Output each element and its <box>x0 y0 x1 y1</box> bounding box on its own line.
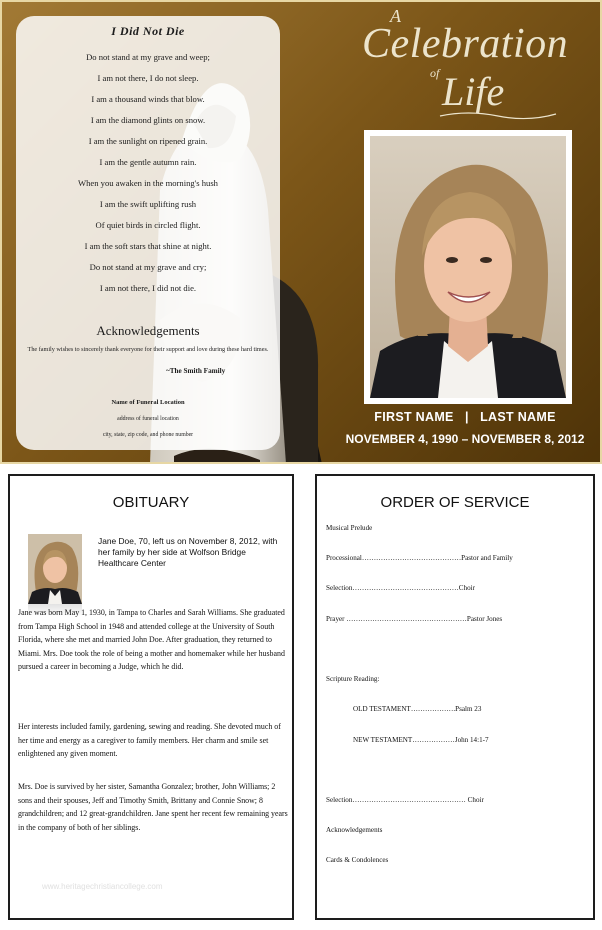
flourish-icon <box>438 110 558 120</box>
obituary-heading: OBITUARY <box>112 494 190 511</box>
poem-line: Do not stand at my grave and weep; <box>86 52 210 62</box>
person-name: FIRST NAME | LAST NAME <box>374 410 556 424</box>
poem-line: I am a thousand winds that blow. <box>91 94 205 104</box>
title-celebration: Celebration <box>362 21 569 67</box>
poem-line: When you awaken in the morning's hush <box>78 178 218 188</box>
service-item-scripture-reading: Scripture Reading: <box>326 675 380 683</box>
title-of: of <box>430 66 440 80</box>
portrait-image <box>370 136 566 398</box>
obituary-panel <box>8 474 294 920</box>
poem-panel <box>16 16 280 450</box>
obituary-intro: Jane Doe, 70, left us on November 8, 2012, with her family by her side at Wolfson Bridge Healthcare Center <box>98 536 278 568</box>
title-life: Life <box>442 69 505 114</box>
service-item-prayer: Prayer ……………………………………………Pastor Jones <box>326 615 503 623</box>
service-item-cards-condolences: Cards & Condolences <box>326 856 389 864</box>
order-of-service-panel <box>315 474 595 920</box>
poem-title: I Did Not Die <box>111 24 185 38</box>
poem-line: I am not there, I did not die. <box>99 283 197 293</box>
poem-line: Do not stand at my grave and cry; <box>89 262 207 272</box>
poem-line: I am the soft stars that shine at night. <box>84 241 212 251</box>
service-item-new-testament: NEW TESTAMENT………………John 14:1-7 <box>353 736 489 744</box>
celebration-of-life-title <box>348 6 598 126</box>
portrait-photo <box>364 130 572 404</box>
poem-line: Of quiet birds in circled flight. <box>95 220 201 230</box>
poem-line: I am the gentle autumn rain. <box>99 157 197 167</box>
obituary-paragraph: Mrs. Doe is survived by her sister, Samantha Gonzalez; brother, John Williams; 2 sons and their spouses, Jeff and Timothy Smith, Brittany and Connie Snow; 8 grandchildren; and 12 great-grandchildren. Jane spent her recent few remaining years in the company of both of her siblings. <box>18 782 288 832</box>
poem-line: I am the swift uplifting rush <box>99 199 197 209</box>
service-item-selection: Selection………………………………………Choir <box>326 584 475 592</box>
person-dates: NOVEMBER 4, 1990 – NOVEMBER 8, 2012 <box>345 432 585 446</box>
acknowledgements-signature: ~The Smith Family <box>166 367 226 375</box>
poem-line: I am the diamond glints on snow. <box>90 115 206 125</box>
title-a: A <box>390 6 401 26</box>
order-of-service-heading: ORDER OF SERVICE <box>380 494 530 511</box>
watermark-text: www.heritagechristiancollege.com <box>42 882 163 891</box>
service-item-old-testament: OLD TESTAMENT……………….Psalm 23 <box>353 705 482 713</box>
service-item-processional: Processional……………………………………Pastor and Family <box>326 554 513 562</box>
obituary-paragraph: Her interests included family, gardening, sewing and reading. She devoted much of her time and energy as a caregiver to family members. Her charm and smile set enlightened any given moment. <box>18 722 281 758</box>
service-item-acknowledgements: Acknowledgements <box>326 826 383 834</box>
service-item-musical-prelude: Musical Prelude <box>326 524 373 532</box>
poem-line: I am not there, I do not sleep. <box>97 73 199 83</box>
obituary-paragraph: Jane was born May 1, 1930, in Tampa to Charles and Sarah Williams. She graduated from Tampa High School in 1948 and attended college at the University of South Florida, where she met and married John Doe. After graduation, they returned to Miami. Mrs. Doe took the role of being a mother and homemaker while her husband pursued a career in becoming a Judge, which he did. <box>18 608 285 671</box>
funeral-location-city: city, state, zip code, and phone number <box>102 432 194 438</box>
service-item-selection-2: Selection………………………………………… Choir <box>326 796 484 804</box>
funeral-location-name: Name of Funeral Location <box>111 399 185 406</box>
obituary-photo <box>28 534 82 604</box>
cover-panel <box>0 0 602 464</box>
poem-line: I am the sunlight on ripened grain. <box>88 136 208 146</box>
acknowledgements-text: The family wishes to sincerely thank everyone for their support and love during these hard times. <box>27 346 269 353</box>
acknowledgements-heading: Acknowledgements <box>96 323 200 338</box>
funeral-location-address: address of funeral location <box>117 416 179 422</box>
